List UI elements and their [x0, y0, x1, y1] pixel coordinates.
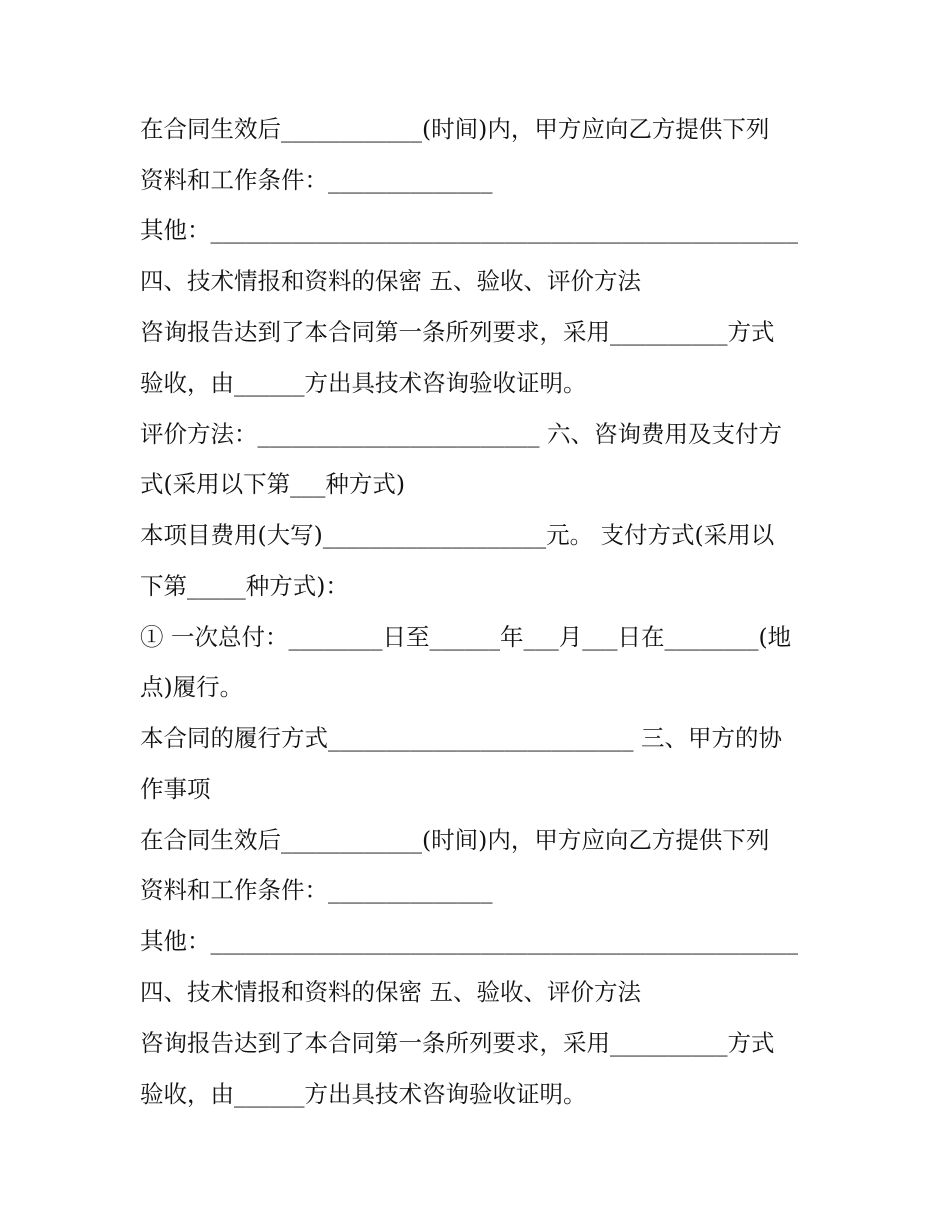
text-line: 资料和工作条件：______________ [140, 876, 493, 904]
text-line: 四、技术情报和资料的保密 五、验收、评价方法 [140, 267, 641, 295]
text-line: ① 一次总付：________日至______年___月___日在________(地 [140, 623, 792, 651]
text-line: 本项目费用(大写)___________________元。 支付方式(采用以 [140, 521, 775, 549]
text-line: 式(采用以下第___种方式) [140, 470, 406, 498]
text-line: 其他：__________________________________________________ [140, 216, 798, 244]
text-line: 验收，由______方出具技术咨询验收证明。 [140, 369, 587, 397]
text-line: 评价方法：________________________ 六、咨询费用及支付方 [140, 420, 782, 448]
text-line: 下第_____种方式)： [140, 572, 349, 600]
text-line: 在合同生效后____________(时间)内，甲方应向乙方提供下列 [140, 826, 770, 854]
text-line: 点)履行。 [140, 673, 244, 701]
text-line: 咨询报告达到了本合同第一条所列要求，采用__________方式 [140, 1029, 775, 1057]
text-line: 咨询报告达到了本合同第一条所列要求，采用__________方式 [140, 318, 775, 346]
text-line: 在合同生效后____________(时间)内，甲方应向乙方提供下列 [140, 115, 770, 143]
text-line: 本合同的履行方式__________________________ 三、甲方的协 [140, 724, 782, 752]
text-line: 作事项 [140, 775, 211, 803]
text-line: 四、技术情报和资料的保密 五、验收、评价方法 [140, 978, 641, 1006]
text-line: 其他：__________________________________________________ [140, 927, 798, 955]
text-line: 资料和工作条件：______________ [140, 166, 493, 194]
text-line: 验收，由______方出具技术咨询验收证明。 [140, 1080, 587, 1108]
